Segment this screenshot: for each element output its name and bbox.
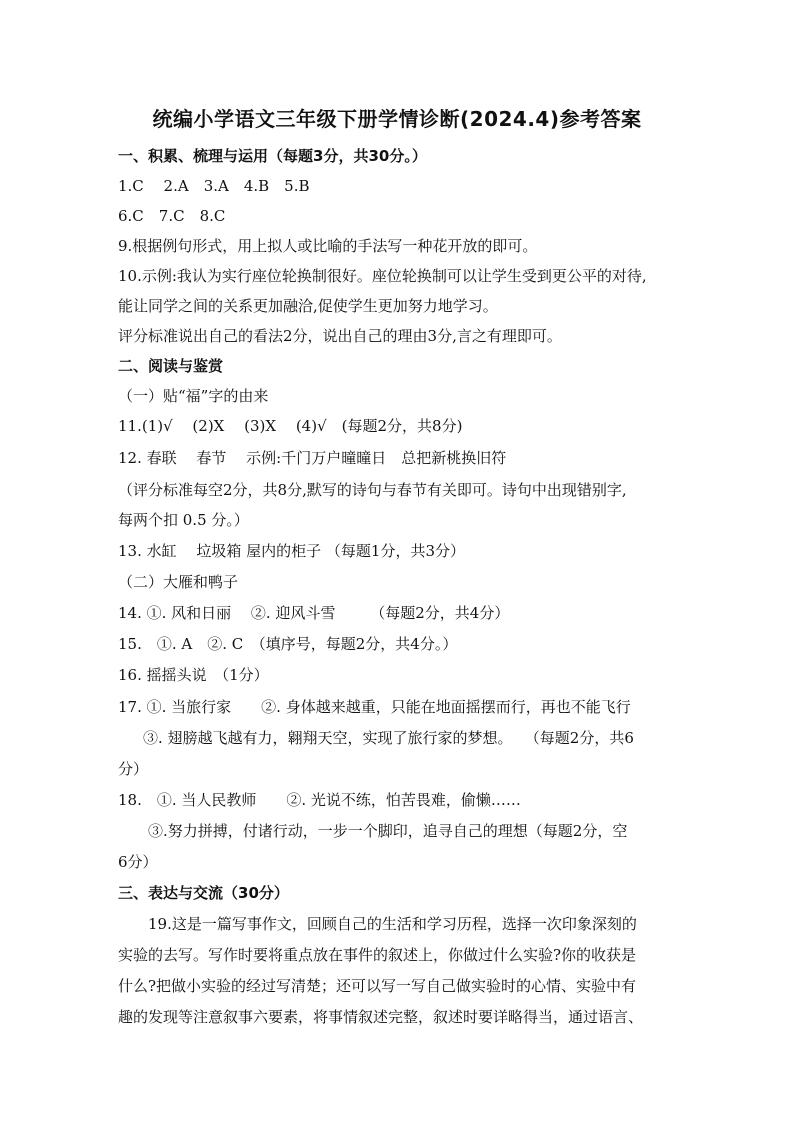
answer-line: 6分） (118, 853, 158, 871)
answer-line: 10.示例:我认为实行座位轮换制很好。座位轮换制可以让学生受到更公平的对待, (118, 267, 647, 285)
answer-line: 17. ①. 当旅行家 ②. 身体越来越重，只能在地面摇摆而行，再也不能飞行 (118, 698, 631, 716)
answer-line: ③.努力拼搏，付诸行动，一步一个脚印，追寻自己的理想（每题2分，空 (148, 822, 628, 840)
section-2-heading: 二、阅读与鉴赏 (118, 357, 224, 375)
subsection-heading: （二）大雁和鸭子 (118, 573, 239, 591)
answer-line: 能让同学之间的关系更加融洽,促使学生更加努力地学习。 (118, 297, 498, 315)
answer-line: 12. 春联 春节 示例:千门万户曈曈日 总把新桃换旧符 (118, 449, 507, 467)
answer-line: （评分标准每空2分，共8分,默写的诗句与春节有关即可。诗句中出现错别字, (118, 481, 627, 499)
answer-line: 6.C 7.C 8.C (118, 207, 226, 225)
answer-line: 1.C 2.A 3.A 4.B 5.B (118, 177, 310, 195)
page-title: 统编小学语文三年级下册学情诊断(2024.4)参考答案 (152, 107, 642, 131)
subsection-heading: （一）贴“福”字的由来 (118, 387, 269, 405)
answer-line: 评分标准说出自己的看法2分，说出自己的理由3分,言之有理即可。 (118, 327, 562, 345)
answer-line: 分） (118, 760, 149, 778)
answer-line: 16. 摇摇头说 （1分） (118, 666, 269, 684)
answer-line: 14. ①. 风和日丽 ②. 迎风斗雪 （每题2分，共4分） (118, 604, 510, 622)
answer-line: 实验的去写。写作时要将重点放在事件的叙述上，你做过什么实验?你的收获是 (118, 946, 637, 964)
answer-line: 什么?把做小实验的经过写清楚；还可以写一写自己做实验时的心情、实验中有 (118, 977, 637, 995)
answer-line: 趣的发现等注意叙事六要素，将事情叙述完整，叙述时要详略得当，通过语言、 (118, 1008, 644, 1026)
answer-line: 11.(1)√ (2)X (3)X (4)√ (每题2分，共8分) (118, 417, 463, 435)
answer-line: 19.这是一篇写事作文，回顾自己的生活和学习历程，选择一次印象深刻的 (148, 915, 637, 933)
answer-line: 13. 水缸 垃圾箱 屋内的柜子 （每题1分，共3分） (118, 542, 466, 560)
answer-line: 18. ①. 当人民教师 ②. 光说不练，怕苦畏难，偷懒…… (118, 791, 521, 809)
section-3-heading: 三、表达与交流（30分） (118, 884, 289, 902)
section-1-heading: 一、积累、梳理与运用（每题3分，共30分。） (118, 147, 427, 165)
answer-line: ③. 翅膀越飞越有力，翱翔天空，实现了旅行家的梦想。 （每题2分，共6 (143, 729, 634, 747)
answer-line: 15. ①. A ②. C （填序号，每题2分，共4分。） (118, 635, 458, 653)
answer-line: 9.根据例句形式，用上拟人或比喻的手法写一种花开放的即可。 (118, 237, 538, 255)
answer-line: 每两个扣 0.5 分。） (118, 511, 249, 529)
